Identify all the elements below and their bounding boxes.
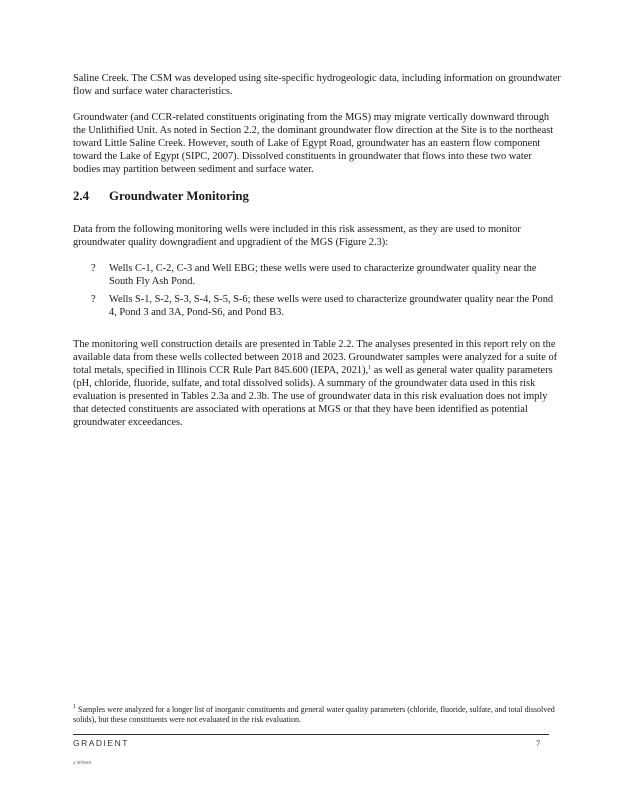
footnote-text: Samples were analyzed for a longer list of inorganic constituents and general water quality parameters (chloride, fluoride, sulfate, and total dissolved solids), but these constituents were not evaluated in the risk evaluation. [73,705,555,724]
footnote [73,705,561,725]
section-title: Groundwater Monitoring [109,189,249,203]
paragraph-text-part-2: as well as general water quality parameters (pH, chloride, fluoride, sulfate, and total dissolved solids). A summary of the groundwater data used in this risk evaluation is presented in Tables 2.3a and 2.3b. The use of groundwater data in this risk evaluation does not imply that detected constituents are associated with operations at MGS or that they have been identified as potential groundwater exceedances. [73,365,553,428]
footnote-marker: 1 [73,704,76,710]
section-heading [73,189,249,204]
bullet-text: Wells S-1, S-2, S-3, S-4, S-5, S-6; these wells were used to characterize groundwater quality near the Pond 4, Pond 3 and 3A, Pond-S6, and Pond B3. [109,294,554,318]
page-number: 7 [536,738,541,748]
paragraph-text-part-1: The monitoring well construction details are presented in Table 2.2. The analyses presented in this report rely on the available data from these wells collected between 2018 and 2023. Groundwater samples were analyzed for a suite of total metals, specified in Illinois CCR Rule Part 845.600 (IEPA, 2021), [73,339,558,376]
bullet-marker: ? [91,263,96,274]
paragraph-groundwater-migration: Groundwater (and CCR-related constituents originating from the MGS) may migrate vertically downward through the Unlithified Unit. As noted in Section 2.2, the dominant groundwater flow direction at the Site is to the northeast toward Little Saline Creek. However, south of Lake of Egypt Road, groundwater has an eastern flow component toward the Lake of Egypt (SIPC, 2007). Dissolved constituents in groundwater that flows into these two water bodies may partition between sediment and surface water. [73,112,554,175]
company-logo: GRADIENT [73,738,129,748]
footer-divider [73,734,549,735]
paragraph-monitoring-wells-intro: Data from the following monitoring wells were included in this risk assessment, as they are used to monitor groundwater quality downgradient and upgradient of the MGS (Figure 2.3): [73,224,521,248]
paragraph-well-construction [73,338,561,429]
bullet-marker: ? [91,294,96,305]
document-id: y:\0\f\WS [73,760,92,765]
bullet-item-pond-wells [91,293,561,319]
paragraph-csm-intro: Saline Creek. The CSM was developed using site-specific hydrogeologic data, including information on groundwater flow and surface water characteristics. [73,73,561,97]
bullet-text: Wells C-1, C-2, C-3 and Well EBG; these wells were used to characterize groundwater quality near the South Fly Ash Pond. [109,263,537,287]
bullet-item-south-fly-ash [91,262,561,288]
footnote-reference: 1 [368,365,372,371]
section-number: 2.4 [73,189,89,203]
